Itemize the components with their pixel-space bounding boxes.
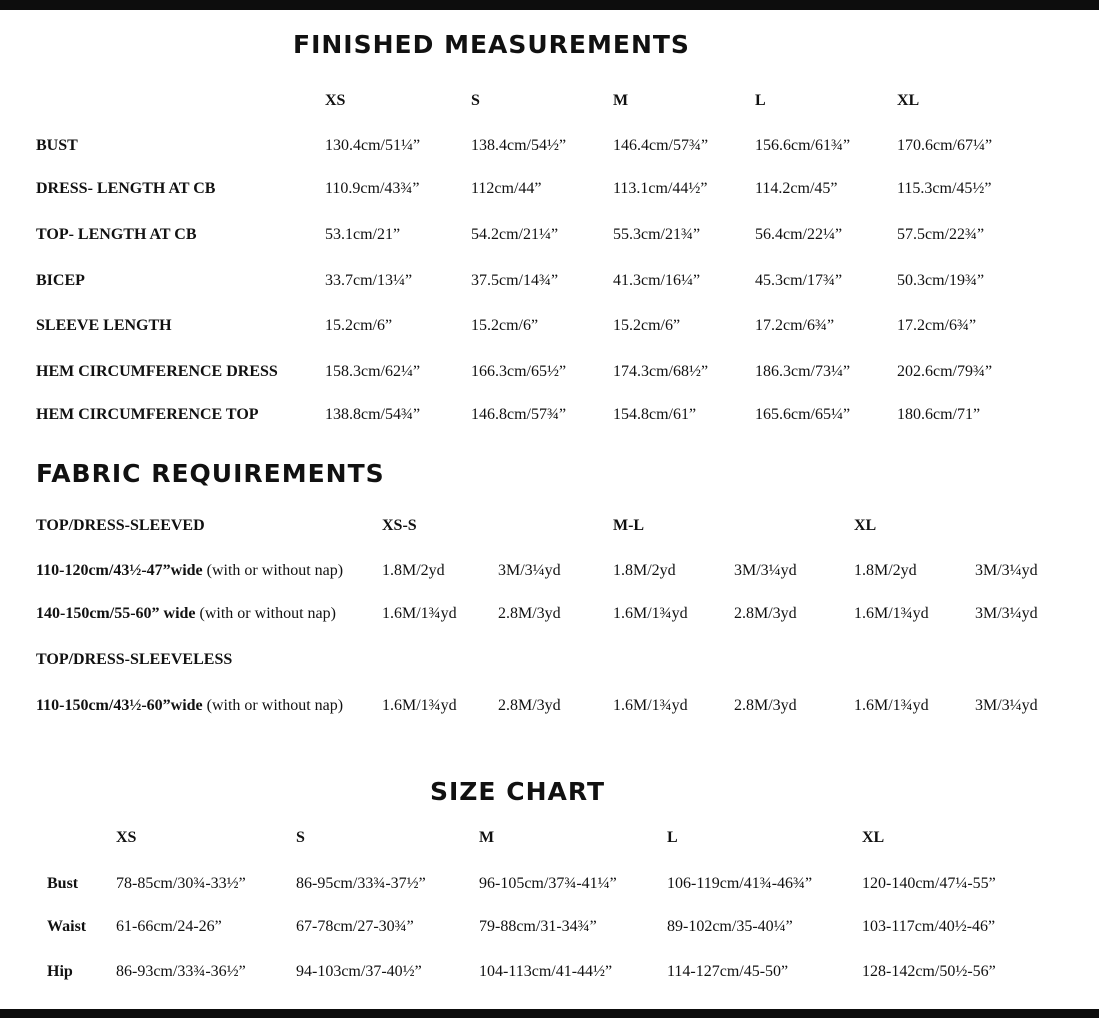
cell-value: 146.4cm/57¾”	[613, 137, 709, 154]
cell-value: 166.3cm/65½”	[471, 363, 567, 380]
row-label: Bust	[47, 875, 79, 892]
cell-value: 146.8cm/57¾”	[471, 406, 567, 423]
cell-value: 45.3cm/17¾”	[755, 272, 843, 289]
fabric-value: 1.8M/2yd	[854, 562, 917, 579]
fabric-value: 1.6M/1¾yd	[382, 605, 457, 622]
row-label: TOP- LENGTH AT CB	[36, 226, 197, 243]
cell-value: 180.6cm/71”	[897, 406, 981, 423]
size-header-m: M	[613, 92, 629, 109]
chart-size-header-xs: XS	[116, 829, 137, 846]
row-label: Hip	[47, 963, 73, 980]
cell-value: 113.1cm/44½”	[613, 180, 708, 197]
sleeved-label: TOP/DRESS-SLEEVED	[36, 517, 205, 534]
cell-value: 79-88cm/31-34¾”	[479, 918, 597, 935]
cell-value: 104-113cm/41-44½”	[479, 963, 613, 980]
cell-value: 115.3cm/45½”	[897, 180, 992, 197]
nap-note: (with or without nap)	[202, 562, 344, 579]
fabric-value: 3M/3¼yd	[498, 562, 561, 579]
cell-value: 37.5cm/14¾”	[471, 272, 559, 289]
cell-value: 165.6cm/65¼”	[755, 406, 851, 423]
cell-value: 170.6cm/67¼”	[897, 137, 993, 154]
nap-note: (with or without nap)	[202, 697, 344, 714]
cell-value: 114-127cm/45-50”	[667, 963, 789, 980]
cell-value: 54.2cm/21¼”	[471, 226, 559, 243]
cell-value: 55.3cm/21¾”	[613, 226, 701, 243]
row-label: BUST	[36, 137, 78, 154]
fabric-value: 1.8M/2yd	[382, 562, 445, 579]
row-label: BICEP	[36, 272, 85, 289]
fabric-value: 1.8M/2yd	[613, 562, 676, 579]
cell-value: 15.2cm/6”	[613, 317, 681, 334]
cell-value: 154.8cm/61”	[613, 406, 697, 423]
cell-value: 57.5cm/22¾”	[897, 226, 985, 243]
chart-size-header-s: S	[296, 829, 305, 846]
finished-measurements-title: FINISHED MEASUREMENTS	[293, 30, 690, 59]
fabric-value: 2.8M/3yd	[498, 697, 561, 714]
fabric-value: 2.8M/3yd	[734, 605, 797, 622]
fabric-width-label	[36, 562, 343, 580]
cell-value: 94-103cm/37-40½”	[296, 963, 422, 980]
row-label: HEM CIRCUMFERENCE DRESS	[36, 363, 278, 380]
size-header-xl: XL	[897, 92, 920, 109]
cell-value: 67-78cm/27-30¾”	[296, 918, 414, 935]
cell-value: 17.2cm/6¾”	[755, 317, 835, 334]
size-group-xl: XL	[854, 517, 877, 534]
cell-value: 89-102cm/35-40¼”	[667, 918, 793, 935]
fabric-width: 140-150cm/55-60” wide	[36, 605, 196, 622]
chart-size-header-l: L	[667, 829, 678, 846]
size-chart-title: SIZE CHART	[430, 777, 606, 806]
cell-value: 41.3cm/16¼”	[613, 272, 701, 289]
fabric-width-label	[36, 697, 343, 715]
cell-value: 174.3cm/68½”	[613, 363, 709, 380]
row-label: DRESS- LENGTH AT CB	[36, 180, 216, 197]
cell-value: 130.4cm/51¼”	[325, 137, 421, 154]
fabric-value: 3M/3¼yd	[734, 562, 797, 579]
cell-value: 112cm/44”	[471, 180, 542, 197]
cell-value: 114.2cm/45”	[755, 180, 838, 197]
fabric-value: 1.6M/1¾yd	[854, 697, 929, 714]
fabric-value: 2.8M/3yd	[498, 605, 561, 622]
fabric-value: 3M/3¼yd	[975, 697, 1038, 714]
cell-value: 128-142cm/50½-56”	[862, 963, 996, 980]
cell-value: 110.9cm/43¾”	[325, 180, 420, 197]
fabric-value: 3M/3¼yd	[975, 605, 1038, 622]
size-group-xs-s: XS-S	[382, 517, 417, 534]
row-label: HEM CIRCUMFERENCE TOP	[36, 406, 259, 423]
cell-value: 138.4cm/54½”	[471, 137, 567, 154]
cell-value: 61-66cm/24-26”	[116, 918, 222, 935]
bottom-border-bar	[0, 1009, 1099, 1018]
cell-value: 17.2cm/6¾”	[897, 317, 977, 334]
top-border-bar	[0, 0, 1099, 10]
size-header-s: S	[471, 92, 480, 109]
cell-value: 106-119cm/41¾-46¾”	[667, 875, 813, 892]
fabric-width-label	[36, 605, 336, 623]
cell-value: 33.7cm/13¼”	[325, 272, 413, 289]
cell-value: 15.2cm/6”	[325, 317, 393, 334]
cell-value: 202.6cm/79¾”	[897, 363, 993, 380]
cell-value: 120-140cm/47¼-55”	[862, 875, 996, 892]
nap-note: (with or without nap)	[195, 605, 336, 622]
cell-value: 86-93cm/33¾-36½”	[116, 963, 246, 980]
cell-value: 15.2cm/6”	[471, 317, 539, 334]
cell-value: 158.3cm/62¼”	[325, 363, 421, 380]
sleeveless-label: TOP/DRESS-SLEEVELESS	[36, 651, 233, 668]
row-label: Waist	[47, 918, 87, 935]
cell-value: 156.6cm/61¾”	[755, 137, 851, 154]
size-group-m-l: M-L	[613, 517, 645, 534]
cell-value: 103-117cm/40½-46”	[862, 918, 996, 935]
chart-size-header-m: M	[479, 829, 495, 846]
cell-value: 186.3cm/73¼”	[755, 363, 851, 380]
fabric-value: 3M/3¼yd	[975, 562, 1038, 579]
size-header-xs: XS	[325, 92, 346, 109]
fabric-value: 1.6M/1¾yd	[613, 697, 688, 714]
fabric-width: 110-120cm/43½-47”wide	[36, 562, 203, 579]
cell-value: 86-95cm/33¾-37½”	[296, 875, 426, 892]
fabric-value: 2.8M/3yd	[734, 697, 797, 714]
cell-value: 78-85cm/30¾-33½”	[116, 875, 246, 892]
cell-value: 96-105cm/37¾-41¼”	[479, 875, 617, 892]
fabric-value: 1.6M/1¾yd	[382, 697, 457, 714]
fabric-width: 110-150cm/43½-60”wide	[36, 697, 203, 714]
cell-value: 53.1cm/21”	[325, 226, 401, 243]
fabric-value: 1.6M/1¾yd	[854, 605, 929, 622]
cell-value: 50.3cm/19¾”	[897, 272, 985, 289]
size-header-l: L	[755, 92, 766, 109]
fabric-requirements-title: FABRIC REQUIREMENTS	[36, 459, 385, 488]
cell-value: 56.4cm/22¼”	[755, 226, 843, 243]
chart-size-header-xl: XL	[862, 829, 885, 846]
fabric-value: 1.6M/1¾yd	[613, 605, 688, 622]
row-label: SLEEVE LENGTH	[36, 317, 172, 334]
cell-value: 138.8cm/54¾”	[325, 406, 421, 423]
